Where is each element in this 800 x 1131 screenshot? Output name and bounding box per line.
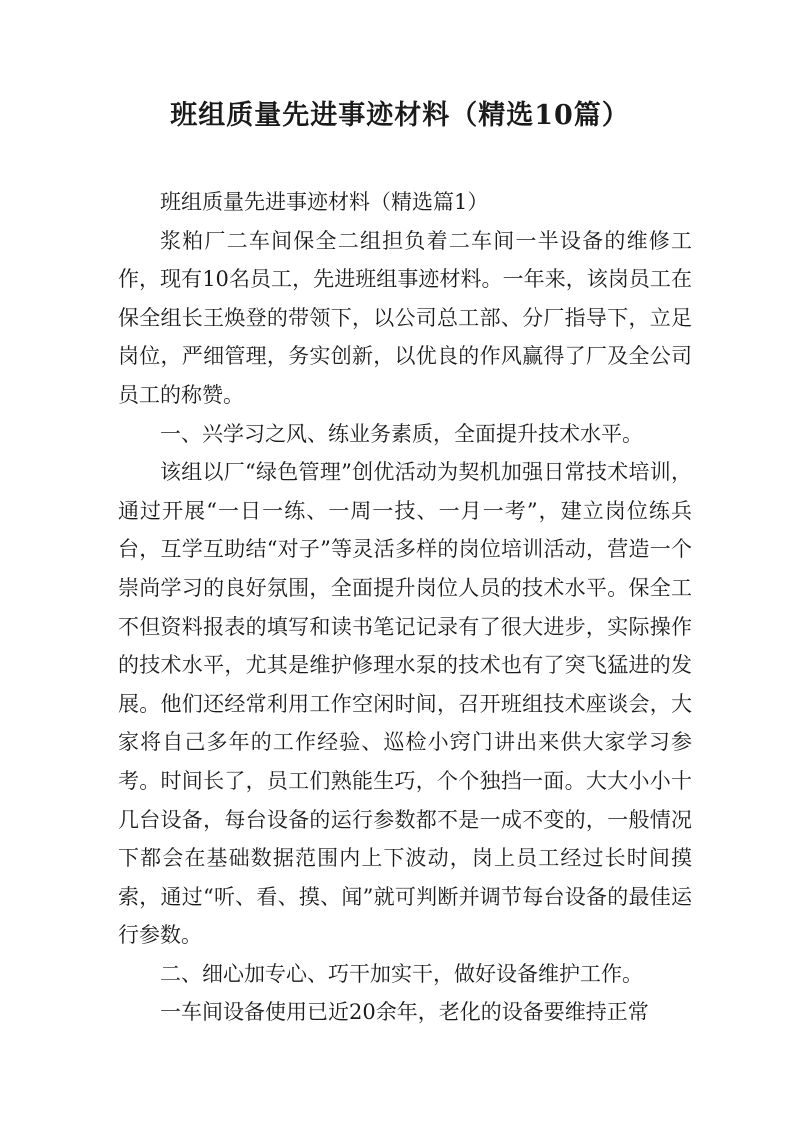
document-body <box>118 183 692 1032</box>
section-heading: 二、细心加专心、巧干加实干，做好设备维护工作。 <box>160 961 643 986</box>
section-heading: 一、兴学习之风、练业务素质，全面提升技术水平。 <box>160 421 643 446</box>
body-paragraph: 浆粕厂二车间保全二组担负着二车间一半设备的维修工作，现有10名员工，先进班组事迹材料。一年来，该岗员工在保全组长王焕登的带领下，以公司总工部、分厂指导下，立足岗位，严细管理，务实创新，以优良的作风赢得了厂及全公司员工的称赞。 <box>118 228 692 407</box>
section-subtitle: 班组质量先进事迹材料（精选篇1） <box>160 190 489 214</box>
document-title: 班组质量先进事迹材料（精选10篇） <box>170 100 630 131</box>
body-paragraph: 该组以厂“绿色管理”创优活动为契机加强日常技术培训，通过开展“一日一练、一周一技、一月一考”，建立岗位练兵台，互学互助结“对子”等灵活多样的岗位培训活动，营造一个崇尚学习的良好氛围，全面提升岗位人员的技术水平。保全工不但资料报表的填写和读书笔记记录有了很大进步，实际操作的技术水平，尤其是维护修理水泵的技术也有了突飞猛进的发展。他们还经常利用工作空闲时间，召开班组技术座谈会，大家将自己多年的工作经验、巡检小窍门讲出来供大家学习参考。时间长了，员工们熟能生巧，个个独挡一面。大大小小十几台设备，每台设备的运行参数都不是一成不变的，一般情况下都会在基础数据范围内上下波动，岗上员工经过长时间摸索，通过“听、看、摸、闻”就可判断并调节每台设备的最佳运行参数。 <box>118 460 692 948</box>
body-paragraph: 一车间设备使用已近20余年，老化的设备要维持正常 <box>160 1000 649 1025</box>
